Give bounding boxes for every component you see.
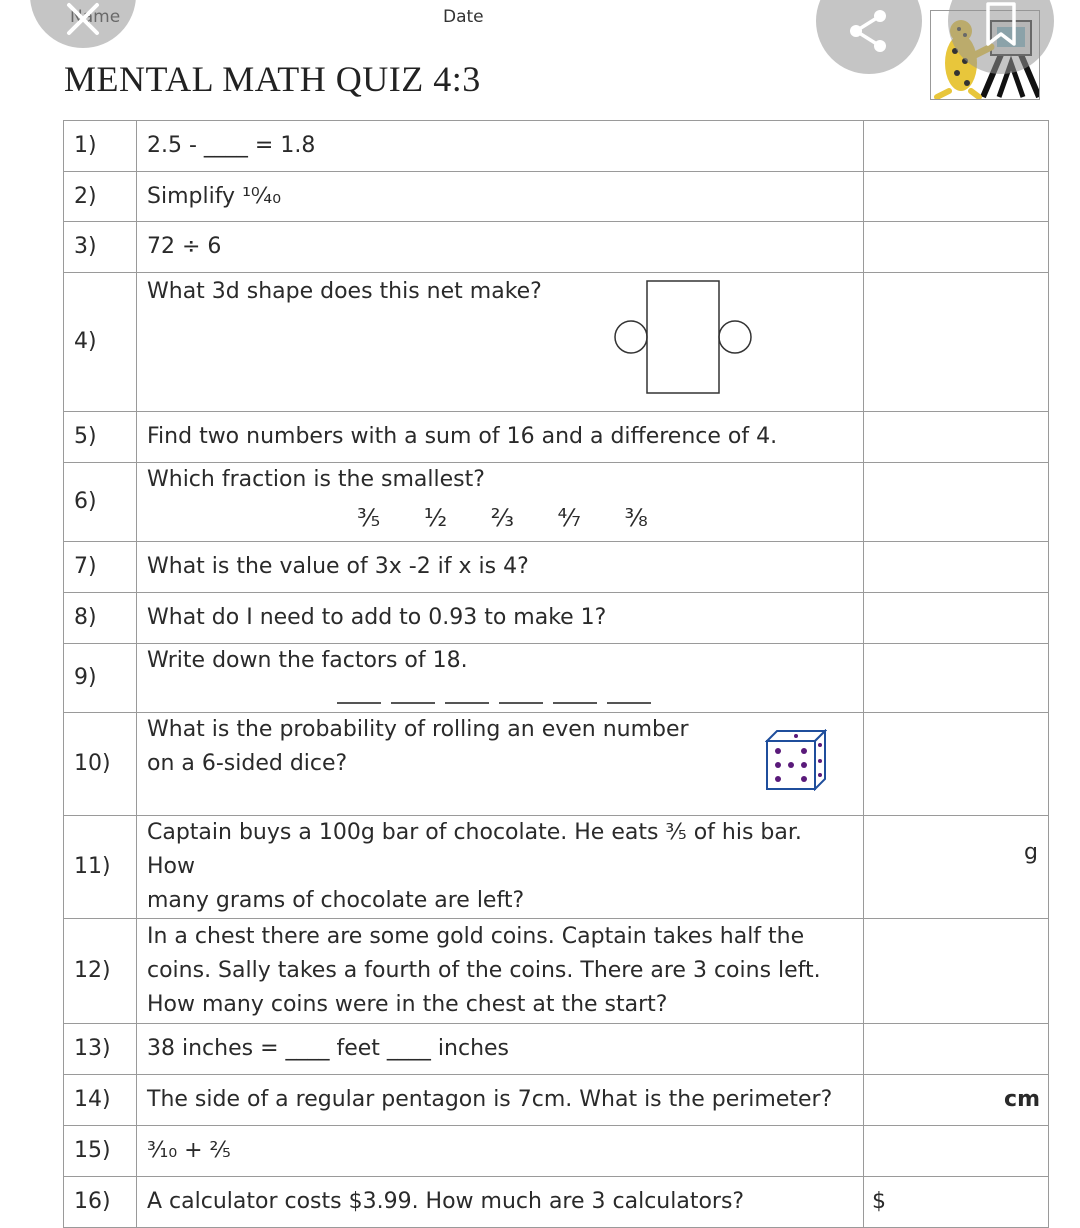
question-number: 16) [64,1177,137,1228]
answer-cell[interactable] [864,273,1049,412]
question-text: Captain buys a 100g bar of chocolate. He eats ³⁄₅ of his bar. How [147,820,802,879]
question-text-line2: on a 6-sided dice? [147,751,348,776]
answer-cell[interactable] [864,172,1049,222]
question-row [64,919,1049,1024]
answer-cell[interactable] [864,463,1049,542]
question-text: Find two numbers with a sum of 16 and a difference of 4. [137,412,864,463]
question-number: 8) [64,593,137,644]
answer-unit: cm [1004,1087,1040,1112]
question-row [64,713,1049,816]
question-row [64,1024,1049,1075]
share-button[interactable] [816,0,922,74]
question-row [64,172,1049,222]
answer-cell[interactable] [864,644,1049,713]
answer-cell[interactable] [864,1177,1049,1228]
answer-cell[interactable] [864,919,1049,1024]
question-text: What 3d shape does this net make? [147,279,542,304]
question-row [64,121,1049,172]
question-row [64,222,1049,273]
question-text: What is the probability of rolling an even number [147,717,689,742]
question-number: 9) [64,644,137,713]
question-number: 13) [64,1024,137,1075]
question-text-line2: many grams of chocolate are left? [147,888,525,913]
question-row [64,593,1049,644]
cylinder-net-diagram [613,279,763,397]
answer-unit: g [1024,840,1038,865]
question-row [64,463,1049,542]
question-text: What do I need to add to 0.93 to make 1? [137,593,864,644]
bookmark-icon [984,2,1018,48]
date-label: Date [443,7,484,27]
answer-cell[interactable] [864,121,1049,172]
answer-unit: $ [872,1189,886,1214]
fraction-options: ³⁄₅ ¹⁄₂ ²⁄₃ ⁴⁄₇ ³⁄₈ [357,504,648,532]
question-number: 4) [64,273,137,412]
question-number: 3) [64,222,137,273]
answer-cell[interactable] [864,1024,1049,1075]
question-text-line2: coins. Sally takes a fourth of the coins. There are 3 coins left. [147,958,821,983]
question-text: Which fraction is the smallest? [147,467,485,492]
answer-cell[interactable] [864,542,1049,593]
answer-cell[interactable] [864,412,1049,463]
question-row [64,644,1049,713]
question-row [64,273,1049,412]
close-button[interactable] [30,0,136,48]
question-row [64,542,1049,593]
question-row [64,816,1049,919]
answer-cell[interactable] [864,1075,1049,1126]
question-row [64,1075,1049,1126]
quiz-table [63,120,1049,1228]
question-row [64,1126,1049,1177]
question-text: 72 ÷ 6 [137,222,864,273]
answer-cell[interactable] [864,222,1049,273]
question-number: 12) [64,919,137,1024]
question-text: A calculator costs $3.99. How much are 3 calculators? [137,1177,864,1228]
question-number: 2) [64,172,137,222]
answer-cell[interactable] [864,1126,1049,1177]
share-icon [844,6,894,56]
question-number: 14) [64,1075,137,1126]
factor-blanks [337,700,853,704]
question-number: 7) [64,542,137,593]
quiz-title: MENTAL MATH QUIZ 4:3 [64,59,481,99]
question-text: What is the value of 3x -2 if x is 4? [137,542,864,593]
question-number: 1) [64,121,137,172]
question-text: In a chest there are some gold coins. Captain takes half the [147,924,805,949]
question-text-line3: How many coins were in the chest at the start? [147,992,668,1017]
answer-cell[interactable] [864,816,1049,919]
dice-icon [765,729,827,791]
question-number: 11) [64,816,137,919]
question-number: 10) [64,713,137,816]
question-text: ³⁄₁₀ + ²⁄₅ [137,1126,864,1177]
question-text: Simplify ¹⁰⁄₄₀ [137,172,864,222]
answer-cell[interactable] [864,713,1049,816]
answer-cell[interactable] [864,593,1049,644]
question-number: 15) [64,1126,137,1177]
close-icon [63,0,103,39]
question-row [64,412,1049,463]
question-text: The side of a regular pentagon is 7cm. What is the perimeter? [137,1075,864,1126]
question-number: 5) [64,412,137,463]
question-text: Write down the factors of 18. [147,648,468,673]
question-number: 6) [64,463,137,542]
question-text: 38 inches = ____ feet ____ inches [137,1024,864,1075]
question-text: 2.5 - ____ = 1.8 [137,121,864,172]
question-row [64,1177,1049,1228]
